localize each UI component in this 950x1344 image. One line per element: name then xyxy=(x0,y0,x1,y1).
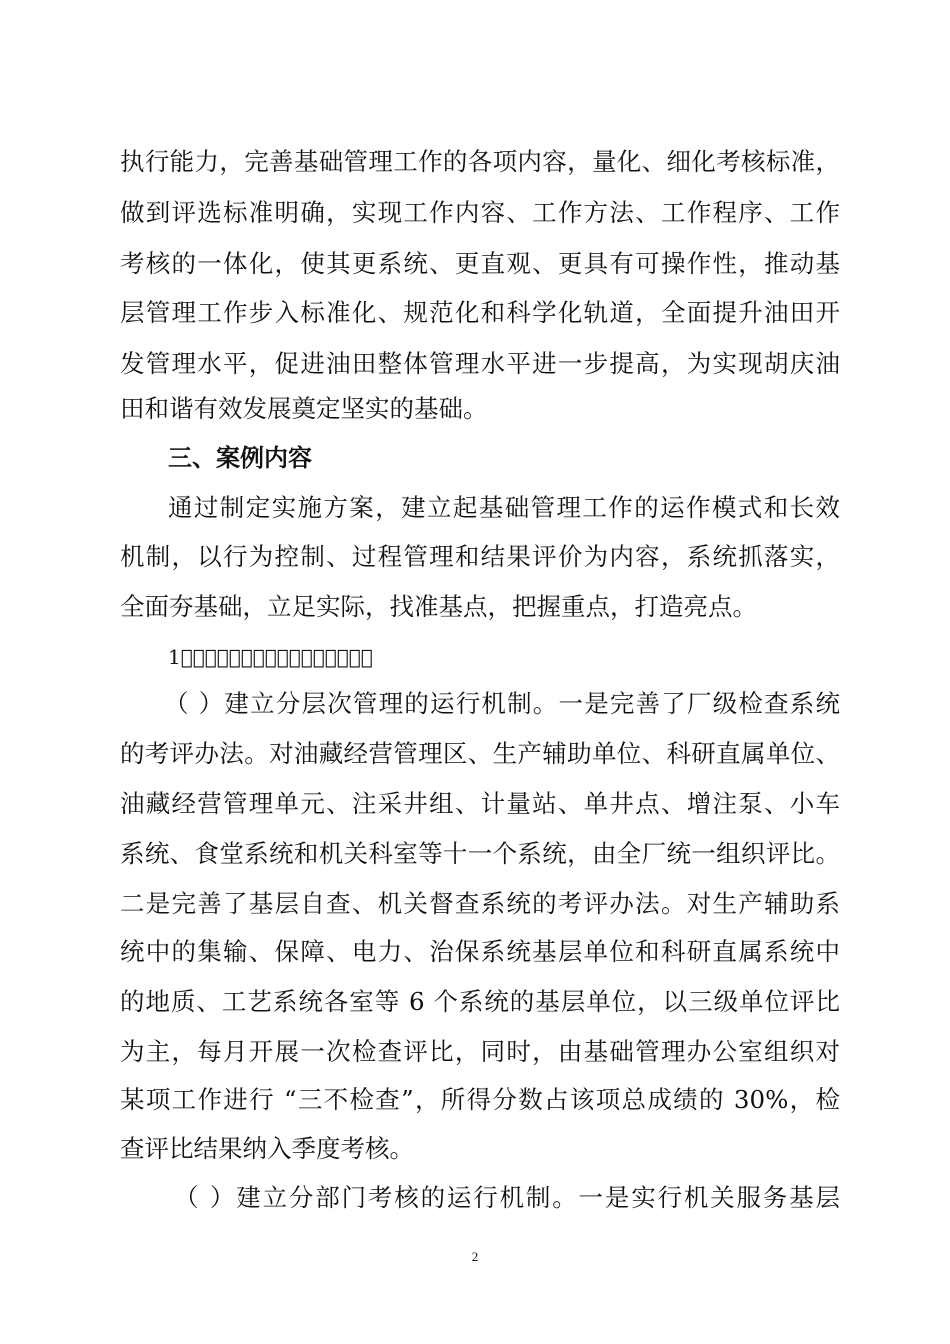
paragraph-line-5: 发管理水平，促进油田整体管理水平进一步提高，为实现胡庆油 xyxy=(120,349,840,378)
paragraph-line-14: 二是完善了基层自查、机关督查系统的考评办法。对生产辅助系 xyxy=(120,889,840,918)
paragraph-line-2: 做到评选标准明确，实现工作内容、工作方法、工作程序、工作 xyxy=(120,198,840,227)
paragraph-line-16: 的地质、工艺系统各室等 6 个系统的基层单位，以三级单位评比 xyxy=(120,987,840,1016)
paragraph-line-8: 机制，以行为控制、过程管理和结果评价为内容，系统抓落实， xyxy=(120,542,840,571)
paragraph-line-7: 通过制定实施方案，建立起基础管理工作的运作模式和长效 xyxy=(168,493,840,522)
paragraph-line-13: 系统、食堂系统和机关科室等十一个系统，由全厂统一组织评比。 xyxy=(120,839,840,868)
paragraph-line-18: 某项工作进行 “三不检查”，所得分数占该项总成绩的 30%，检 xyxy=(120,1085,840,1114)
paragraph-line-9: 全面夯基础，立足实际，找准基点，把握重点，打造亮点。 xyxy=(120,592,757,621)
paragraph-line-1: 执行能力，完善基础管理工作的各项内容，量化、细化考核标准， xyxy=(120,147,840,176)
numbered-item-garbled: 1                 xyxy=(168,645,373,669)
page-number: 2 xyxy=(471,1249,479,1264)
paragraph-line-12: 油藏经营管理单元、注采井组、计量站、单井点、增注泵、小车 xyxy=(120,789,840,818)
paragraph-line-4: 层管理工作步入标准化、规范化和科学化轨道，全面提升油田开 xyxy=(120,298,840,327)
paragraph-line-20: （ ）建立分部门考核的运行机制。一是实行机关服务基层 xyxy=(174,1183,840,1212)
paragraph-line-3: 考核的一体化，使其更系统、更直观、更具有可操作性，推动基 xyxy=(120,249,840,278)
section-heading: 三、案例内容 xyxy=(168,444,312,472)
paragraph-line-6: 田和谐有效发展奠定坚实的基础。 xyxy=(120,394,488,423)
paragraph-line-11: 的考评办法。对油藏经营管理区、生产辅助单位、科研直属单位、 xyxy=(120,739,840,768)
paragraph-line-19: 查评比结果纳入季度考核。 xyxy=(120,1134,414,1163)
paragraph-line-17: 为主，每月开展一次检查评比，同时，由基础管理办公室组织对 xyxy=(120,1037,840,1066)
paragraph-line-15: 统中的集输、保障、电力、治保系统基层单位和科研直属系统中 xyxy=(120,937,840,966)
paragraph-line-10: （ ）建立分层次管理的运行机制。一是完善了厂级检查系统 xyxy=(164,689,840,718)
